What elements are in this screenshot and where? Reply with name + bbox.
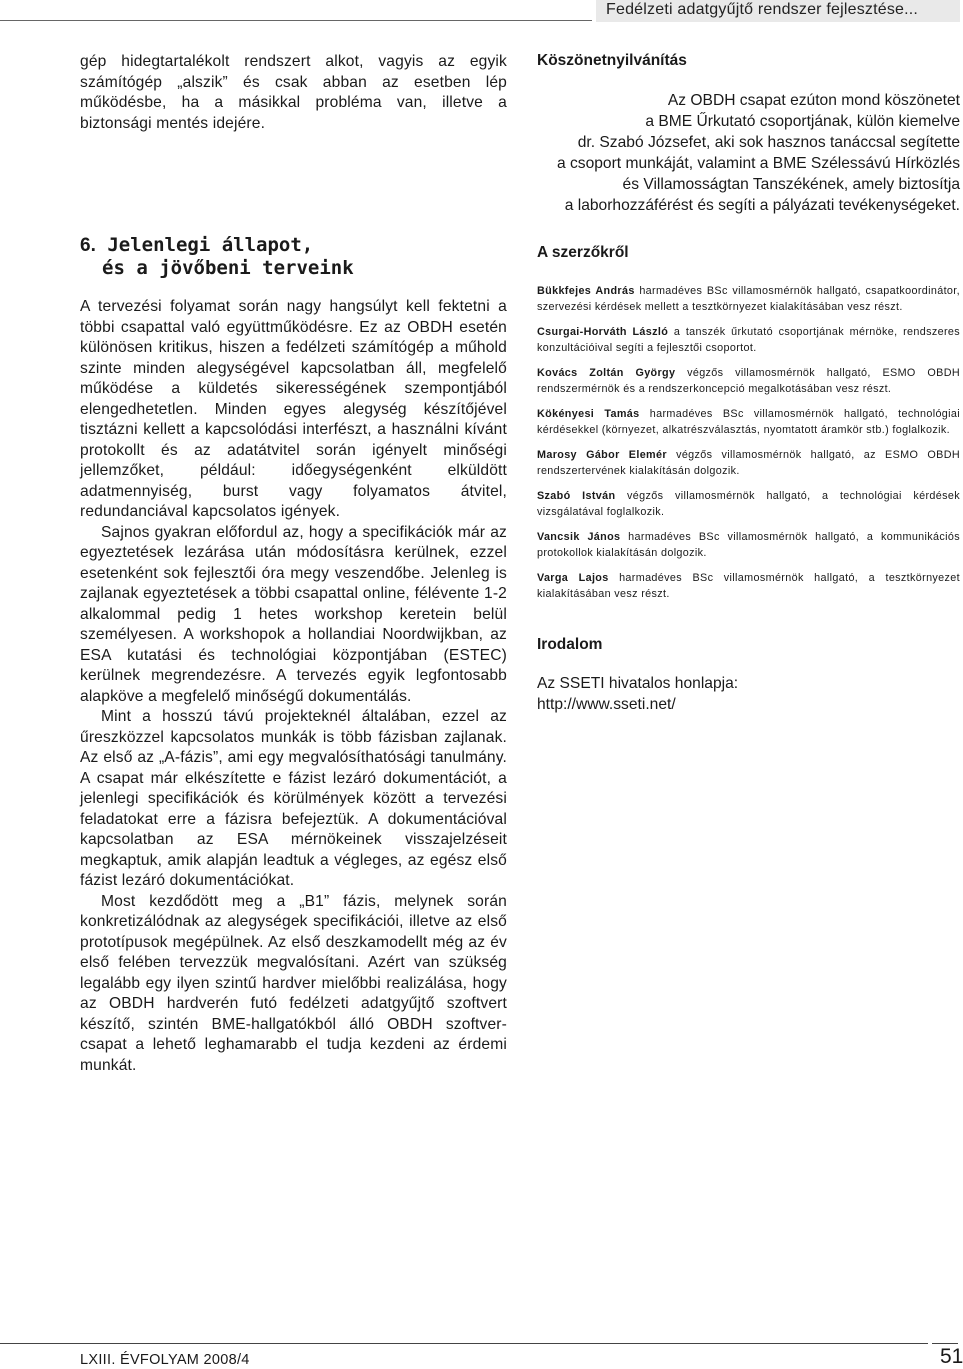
author-description: végzős villamosmérnök hallgató, ESMO OBDH rendszermérnök és a rendszerkoncepció megalkotásában vesz részt. [537, 367, 960, 395]
authors-heading: A szerzőkről [537, 244, 629, 261]
author-name: Kökényesi Tamás [537, 408, 640, 420]
literature-heading: Irodalom [537, 636, 603, 653]
author-description: harmadéves BSc villamosmérnök hallgató, csapatkoordinátor, szervezési kérdések mellett a tesztkörnyezet kialakításában vesz részt. [537, 285, 960, 313]
ack-line: a BME Űrkutató csoportjának, külön kiemelve [645, 113, 960, 130]
author-entry [537, 530, 960, 561]
author-entry [537, 489, 960, 520]
author-description: végzős villamosmérnök hallgató, az ESMO OBDH rendszertervének kialakításán dolgozik. [537, 449, 960, 477]
author-entry [537, 448, 960, 479]
running-title: Fedélzeti adatgyűjtő rendszer fejlesztése... [606, 1, 919, 18]
body-paragraph: Mint a hosszú távú projekteknél általában, ezzel az űreszközzel kapcsolatos munkák is több fázisban zajlanak. Az első az „A-fázis”, ami egy megvalósíthatósági tanulmány. A csapat már elkészítette e fázist lezáró dokumentációt, a jelenlegi specifikációk és körülmények között a tervezési feladatokat erre a fázisra befejeztük. A dokumentációval kapcsolatban az ESA mérnökeinek visszajelzéseit megkaptuk, amik alapján leadtuk a végleges, az egész első fázist lezáró dokumentációkat. [80, 708, 507, 889]
section-heading [80, 234, 507, 280]
author-name: Szabó István [537, 490, 616, 502]
section-number: 6. [80, 235, 96, 256]
ack-line: a laborhozzáférést és segíti a pályázati tevékenységeket. [564, 197, 960, 214]
right-column [537, 52, 960, 715]
footer-rule [0, 1343, 958, 1344]
authors-list [537, 284, 960, 602]
author-entry [537, 366, 960, 397]
author-name: Csurgai-Horváth László [537, 326, 669, 338]
author-name: Bükkfejes András [537, 285, 635, 297]
section-title-line2: és a jövőbeni terveink [102, 257, 354, 279]
literature-label: Az SSETI hivatalos honlapja: [537, 675, 739, 692]
literature-link[interactable]: http://www.sseti.net/ [537, 696, 676, 713]
acknowledgement-text [537, 90, 960, 216]
body-paragraph: Most kezdődött meg a „B1” fázis, melynek során konkretizálódnak az alegységek specifikációi, illetve az első prototípusok megépülnek. Az első deszkamodellt még az év első felében tervezzük megvalósítani. Azért van szükség legalább egy ilyen szintű hardver mielőbbi realizálása, hogy az OBDH hardverén futó fedélzeti adatgyűjtő szoftvert készítő, szintén BME-hallgatókból álló OBDH szoftver-csapat a lehető leghamarabb el tudja kezdeni az érdemi munkát. [80, 892, 507, 1074]
section-title-line1: Jelenlegi állapot, [107, 234, 314, 256]
author-name: Varga Lajos [537, 572, 609, 584]
author-entry [537, 325, 960, 356]
author-entry [537, 571, 960, 602]
ack-line: és Villamosságtan Tanszékének, amely biztosítja [622, 176, 960, 193]
acknowledgement-heading: Köszönetnyilvánítás [537, 52, 687, 69]
author-description: a tanszék űrkutató csoportjának mérnöke, rendszeres konzultációival segíti a fejlesztői csoportot. [537, 326, 960, 354]
journal-volume: LXIII. ÉVFOLYAM 2008/4 [80, 1352, 250, 1368]
author-name: Vancsik János [537, 531, 621, 543]
author-description: harmadéves BSc villamosmérnök hallgató, technológiai kérdésekkel (környezet, alkatrészválasztás, nyomtatott áramkör stb.) foglalkozik. [537, 408, 960, 436]
page-header [0, 0, 960, 26]
header-rule [0, 20, 592, 21]
ack-line: dr. Szabó Józsefet, aki sok hasznos tanáccsal segítette [577, 134, 960, 151]
author-entry [537, 407, 960, 438]
author-description: harmadéves BSc villamosmérnök hallgató, a tesztkörnyezet kialakításában vesz részt. [537, 572, 960, 600]
intro-paragraph: gép hidegtartalékolt rendszert alkot, vagyis az egyik számítógép „alszik” és csak abban az esetben lép működésbe, ha a másikkal probléma van, illetve a biztonsági mentés idejére. [80, 53, 507, 132]
author-name: Marosy Gábor Elemér [537, 449, 667, 461]
body-paragraph: Sajnos gyakran előfordul az, hogy a specifikációk már az egyeztetések lezárása után módosításra kerülnek, ezzel esetenként sok fejlesztői óra megy veszendőbe. Jelenleg is zajlanak egyeztetések a többi csapattal online, félévente 1-2 alkalommal pedig 1 hetes workshop keretein belül személyesen. A workshopok a hollandiai Noordwijkban, az ESA kutatási és technológiai központjában (ESTEC) kerülnek megrendezésre. A tervezés egyik legfontosabb alapköve a megfelelő minőségű dokumentálás. [80, 523, 507, 705]
author-name: Kovács Zoltán György [537, 367, 676, 379]
body-paragraph: A tervezési folyamat során nagy hangsúlyt kell fektetni a többi csapattal való együttműködésre. Ez az OBDH esetén különösen kritikus, hiszen a fedélzeti számítógép a műhold szinte minden alegységével kapcsolatban áll, megfelelő működése a küldetés sikerességének szempontjából elengedhetetlen. Minden egyes alegység készítőjével tisztázni kellett a kapcsolódási interfészt, a használni kívánt protokollt és az adatátvitel során igényelt minőségi jellemzőket, például: időegységenként elküldött adatmennyiség, burst vagy folyamatos átvitel, redundanciával kapcsolatos igények. [80, 298, 507, 520]
footer-rule-gap [928, 1340, 932, 1346]
author-entry [537, 284, 960, 315]
ack-line: a csoport munkáját, valamint a BME Szélessávú Hírközlés [556, 155, 960, 172]
ack-line: Az OBDH csapat ezúton mond köszönetet [667, 92, 960, 109]
literature-entry [537, 673, 960, 715]
page-number: 51 [940, 1345, 963, 1368]
left-column [80, 52, 507, 1076]
author-description: végzős villamosmérnök hallgató, a technológiai kérdések vizsgálatával foglalkozik. [537, 490, 960, 518]
author-description: harmadéves BSc villamosmérnök hallgató, a kommunikációs protokollok kialakításán dolgozik. [537, 531, 960, 559]
